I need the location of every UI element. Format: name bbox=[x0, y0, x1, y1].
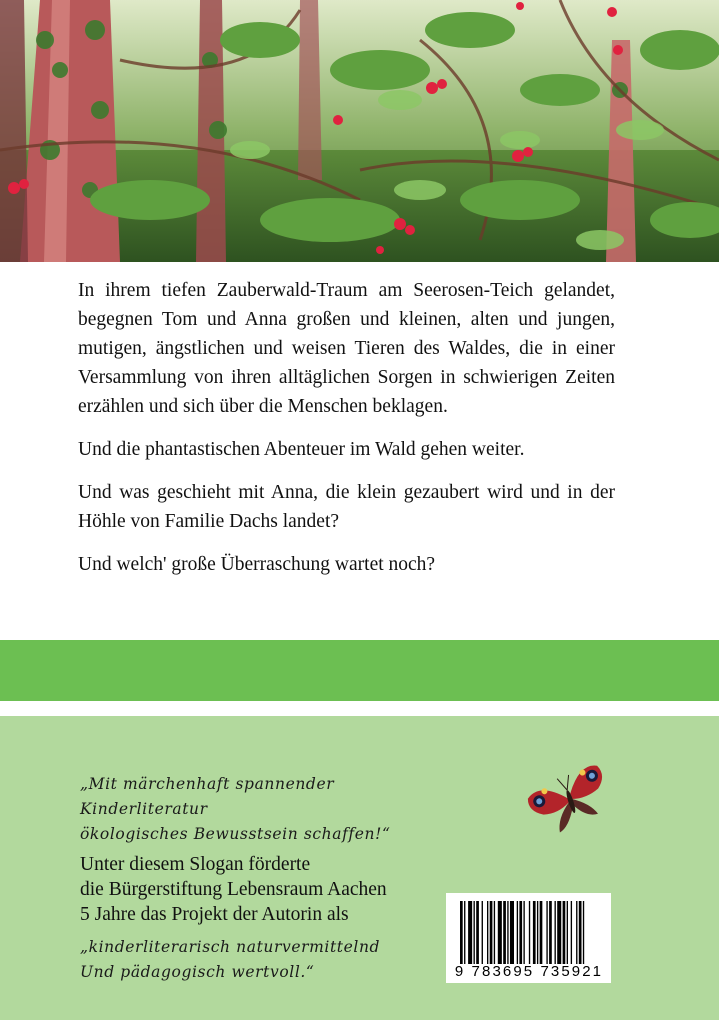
barcode-bar bbox=[571, 901, 572, 965]
barcode-bar bbox=[546, 901, 547, 965]
barcode-bar bbox=[576, 901, 577, 965]
quote-bottom bbox=[80, 935, 440, 985]
barcode-bar bbox=[507, 901, 508, 965]
back-cover-blurb bbox=[78, 276, 615, 593]
barcode-bar bbox=[474, 901, 475, 965]
barcode-bar bbox=[490, 901, 493, 965]
barcode-bar bbox=[533, 901, 536, 965]
barcode-bar bbox=[468, 901, 472, 965]
barcode-bar bbox=[517, 901, 518, 965]
barcode-bar bbox=[494, 901, 495, 965]
barcode-bar bbox=[503, 901, 506, 965]
slogan-line: die Bürgerstiftung Lebensraum Aachen bbox=[80, 879, 387, 900]
band-divider bbox=[0, 701, 719, 716]
isbn-barcode bbox=[446, 893, 611, 983]
barcode-bar bbox=[476, 901, 479, 965]
barcode-bar bbox=[579, 901, 582, 965]
green-band bbox=[0, 640, 719, 701]
quote-top bbox=[80, 772, 440, 847]
quote-bottom-line: „kinderliterarisch naturvermittelnd bbox=[80, 938, 381, 956]
quote-bottom-line: Und pädagogisch wertvoll.“ bbox=[80, 963, 315, 981]
barcode-bar bbox=[510, 901, 514, 965]
barcode-bar bbox=[482, 901, 483, 965]
isbn-number: 9 783695 735921 bbox=[452, 964, 606, 980]
barcode-bar bbox=[557, 901, 561, 965]
barcode-bar bbox=[487, 901, 488, 965]
barcode-bar bbox=[555, 901, 556, 965]
barcode-bar bbox=[498, 901, 502, 965]
barcode-bar bbox=[460, 901, 463, 965]
blurb-paragraph-1: In ihrem tiefen Zauberwald-Traum am Seerosen-Teich gelandet, begegnen Tom und Anna großen und kleinen, alten und jungen, mutigen, ängstlichen und weisen Tieren des Waldes, die in einer Versammlung von ihren alltäglichen Sorgen in schwierigen Zeiten erzählen und sich über die Menschen beklagen. bbox=[78, 280, 615, 417]
blurb-paragraph-2: Und die phantastischen Abenteuer im Wald gehen weiter. bbox=[78, 439, 525, 460]
slogan-text bbox=[80, 852, 387, 927]
barcode-bar bbox=[549, 901, 552, 965]
barcode-bar bbox=[567, 901, 568, 965]
barcode-bar bbox=[537, 901, 538, 965]
slogan-line: 5 Jahre das Projekt der Autorin als bbox=[80, 904, 349, 925]
barcode-bar bbox=[464, 901, 465, 965]
quote-top-line: Kinderliteratur bbox=[80, 800, 208, 818]
barcode-bar bbox=[523, 901, 524, 965]
barcode-bar bbox=[529, 901, 530, 965]
quote-top-line: ökologisches Bewusstsein schaffen!“ bbox=[80, 825, 391, 843]
barcode-bar bbox=[583, 901, 584, 965]
slogan-line: Unter diesem Slogan förderte bbox=[80, 854, 311, 875]
butterfly-icon bbox=[526, 764, 612, 834]
barcode-bar bbox=[519, 901, 522, 965]
barcode-bar bbox=[540, 901, 543, 965]
forest-photo bbox=[0, 0, 719, 262]
blurb-paragraph-3: Und was geschieht mit Anna, die klein gezaubert wird und in der Höhle von Familie Dachs landet? bbox=[78, 482, 615, 532]
blurb-paragraph-4: Und welch' große Überraschung wartet noch? bbox=[78, 554, 436, 575]
barcode-bar bbox=[563, 901, 566, 965]
quote-top-line: „Mit märchenhaft spannender bbox=[80, 775, 335, 793]
